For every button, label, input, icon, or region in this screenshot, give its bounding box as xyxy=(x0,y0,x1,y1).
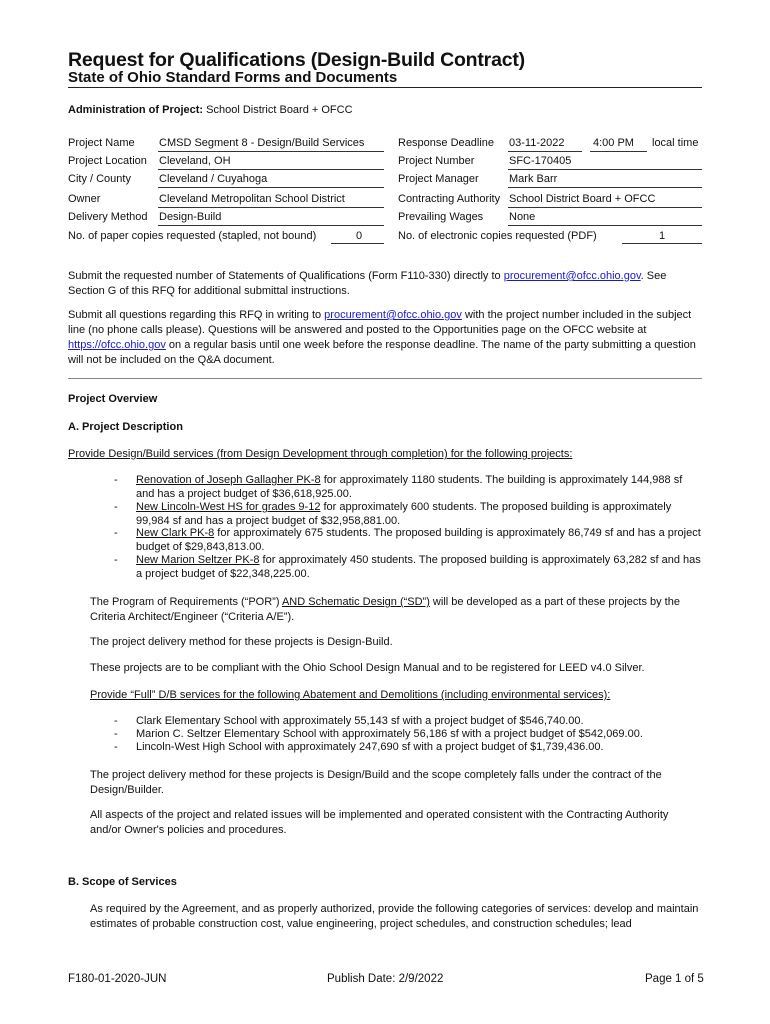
paper-copies-value: 0 xyxy=(356,230,363,242)
ofcc-website-link[interactable]: https://ofcc.ohio.gov xyxy=(68,339,166,351)
city-county-underline xyxy=(158,187,384,188)
footer-page-number: Page 1 of 5 xyxy=(645,973,704,985)
footer-form-id: F180-01-2020-JUN xyxy=(68,973,167,985)
footer-publish-date: Publish Date: 2/9/2022 xyxy=(327,973,444,985)
response-deadline-time: 4:00 PM xyxy=(593,137,634,149)
administration-line xyxy=(68,104,353,116)
bullet-dash: - xyxy=(114,741,118,753)
scope-paragraph: As required by the Agreement, and as properly authorized, provide the following categories of services: develop and maintain estimates of probable construction cost, value engineering, project schedules, and construction schedules; lead xyxy=(90,903,699,930)
project-item: Renovation of Joseph Gallagher PK-8 for approximately 1180 students. The building is approximately 144,988 sf and has a project budget of $36,618,925.00. xyxy=(136,474,683,500)
description-intro: Provide Design/Build services (from Design Development through completion) for the following projects: xyxy=(68,448,573,460)
project-location-value: Cleveland, OH xyxy=(159,155,231,167)
questions-email-link[interactable]: procurement@ofcc.ohio.gov xyxy=(324,309,462,321)
project-manager-value: Mark Barr xyxy=(509,173,558,185)
owner-underline xyxy=(158,207,384,208)
project-item: New Lincoln-West HS for grades 9-12 for approximately 600 students. The proposed building is approximately 99,984 sf and has a project budget of $32,958,881.00. xyxy=(136,501,672,527)
paper-copies-underline xyxy=(331,243,384,244)
project-overview-heading: Project Overview xyxy=(68,393,158,405)
owner-label: Owner xyxy=(68,193,101,205)
project-number-underline xyxy=(508,169,702,170)
contracting-authority-value: School District Board + OFCC xyxy=(509,193,656,205)
admin-value: School District Board + OFCC xyxy=(206,104,353,116)
bullet-dash: - xyxy=(114,554,118,566)
electronic-copies-underline xyxy=(622,243,702,244)
electronic-copies-label: No. of electronic copies requested (PDF) xyxy=(398,230,597,242)
project-manager-underline xyxy=(508,187,702,188)
abatement-intro: Provide “Full” D/B services for the following Abatement and Demolitions (including environmental services): xyxy=(90,689,611,701)
title-divider xyxy=(68,87,702,88)
delivery2-paragraph: The project delivery method for these projects is Design/Build and the scope completely falls under the contract of the Design/Builder. xyxy=(90,769,662,796)
abatement-item: Clark Elementary School with approximately 55,143 sf with a project budget of $546,740.00. xyxy=(136,715,584,727)
deadline-time-underline xyxy=(590,151,647,152)
contracting-authority-underline xyxy=(508,207,702,208)
abatement-item: Lincoln-West High School with approximately 247,690 sf with a project budget of $1,739,436.00. xyxy=(136,741,604,753)
project-description-heading: A. Project Description xyxy=(68,421,183,433)
contracting-authority-label: Contracting Authority xyxy=(398,193,501,205)
owner-value: Cleveland Metropolitan School District xyxy=(159,193,345,205)
project-item: New Marion Seltzer PK-8 for approximately 450 students. The proposed building is approximately 63,282 sf and has a project budget of $22,348,225.00. xyxy=(136,554,701,580)
admin-label: Administration of Project: xyxy=(68,104,204,116)
project-location-underline xyxy=(158,169,384,170)
scope-heading: B. Scope of Services xyxy=(68,876,177,888)
document-title: Request for Qualifications (Design-Build Contract) xyxy=(68,49,525,71)
bullet-dash: - xyxy=(114,728,118,740)
por-paragraph: The Program of Requirements (“POR”) AND Schematic Design (“SD”) will be developed as a part of these projects by the Criteria Architect/Engineer (“Criteria A/E”). xyxy=(90,596,680,623)
submit-paragraph: Submit the requested number of Statements of Qualifications (Form F110-330) directly to procurement@ofcc.ohio.gov. See Section G of this RFQ for additional submittal instructions. xyxy=(68,270,667,297)
delivery-method-underline xyxy=(158,225,384,226)
city-county-label: City / County xyxy=(68,173,131,185)
project-item: New Clark PK-8 for approximately 675 students. The proposed building is approximately 86,749 sf and has a project budget of $29,843,813.00. xyxy=(136,527,701,553)
section-divider xyxy=(68,378,702,379)
project-name-underline xyxy=(158,151,384,152)
deadline-date-underline xyxy=(508,151,582,152)
project-number-label: Project Number xyxy=(398,155,475,167)
prevailing-wages-underline xyxy=(508,225,702,226)
bullet-dash: - xyxy=(114,715,118,727)
bullet-dash: - xyxy=(114,527,118,539)
project-name-value: CMSD Segment 8 - Design/Build Services xyxy=(159,137,365,149)
prevailing-wages-label: Prevailing Wages xyxy=(398,211,484,223)
bullet-dash: - xyxy=(114,474,118,486)
questions-paragraph: Submit all questions regarding this RFQ in writing to procurement@ofcc.ohio.gov with the project number included in the subject line (no phone calls please). Questions will be answered and posted to the Opportunities page on the OFCC website at https://ofcc.ohio.gov on a regular basis until one week before the response deadline. The name of the party submitting a question will not be included on the Q&A document. xyxy=(68,309,696,366)
response-deadline-label: Response Deadline xyxy=(398,137,495,149)
delivery-paragraph: The project delivery method for these projects is Design-Build. xyxy=(90,636,393,648)
project-manager-label: Project Manager xyxy=(398,173,479,185)
project-number-value: SFC-170405 xyxy=(509,155,572,167)
procurement-email-link[interactable]: procurement@ofcc.ohio.gov xyxy=(503,270,641,282)
bullet-dash: - xyxy=(114,501,118,513)
aspects-paragraph: All aspects of the project and related issues will be implemented and operated consistent with the Contracting Authority and/or Owner's policies and procedures. xyxy=(90,809,669,836)
city-county-value: Cleveland / Cuyahoga xyxy=(159,173,268,185)
abatement-item: Marion C. Seltzer Elementary School with approximately 56,186 sf with a project budget of $542,069.00. xyxy=(136,728,643,740)
project-location-label: Project Location xyxy=(68,155,147,167)
paper-copies-label: No. of paper copies requested (stapled, not bound) xyxy=(68,230,317,242)
electronic-copies-value: 1 xyxy=(659,230,666,242)
project-name-label: Project Name xyxy=(68,137,135,149)
document-subtitle: State of Ohio Standard Forms and Documents xyxy=(68,69,398,86)
delivery-method-value: Design-Build xyxy=(159,211,222,223)
response-deadline-date: 03-11-2022 xyxy=(509,137,565,149)
leed-paragraph: These projects are to be compliant with the Ohio School Design Manual and to be registered for LEED v4.0 Silver. xyxy=(90,662,645,674)
response-deadline-suffix: local time xyxy=(652,137,699,149)
prevailing-wages-value: None xyxy=(509,211,536,223)
delivery-method-label: Delivery Method xyxy=(68,211,148,223)
